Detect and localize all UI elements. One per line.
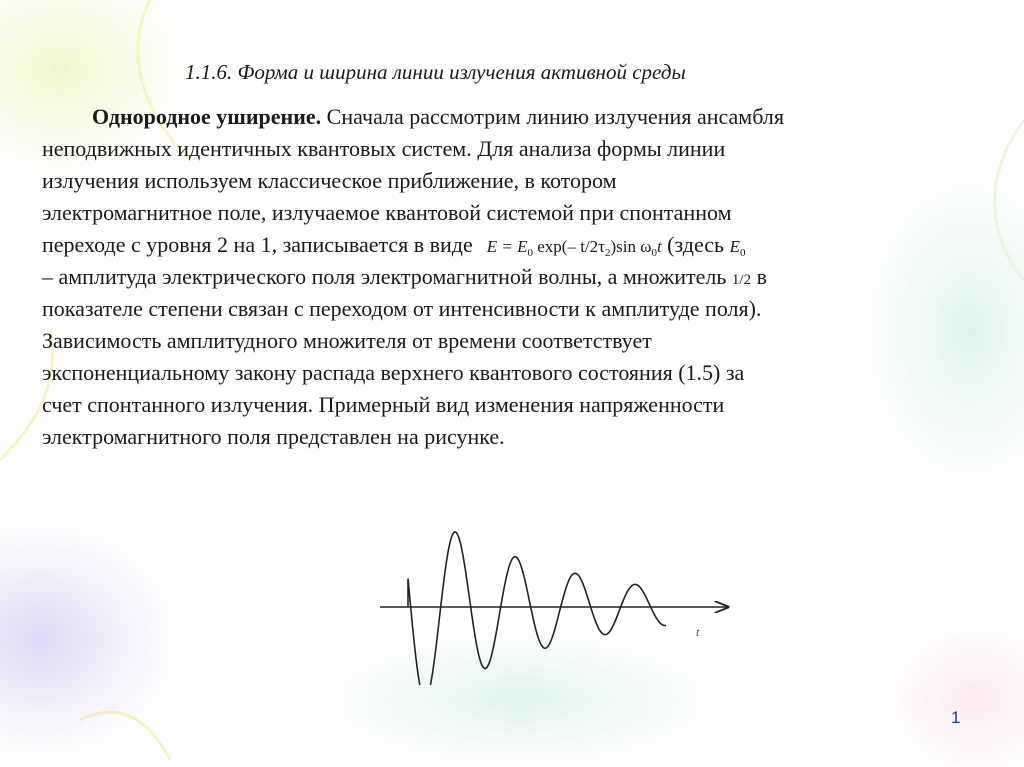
paragraph-line: Зависимость амплитудного множителя от времени соответствует [42, 328, 652, 353]
line-text: Сначала рассмотрим линию излучения ансамбля [321, 104, 784, 129]
paragraph-line: электромагнитное поле, излучаемое квантовой системой при спонтанном [42, 200, 732, 225]
formula-subscript: 0 [740, 247, 746, 259]
formula-subscript: 2 [604, 247, 611, 259]
paragraph-line [42, 229, 1002, 261]
paragraph-line: излучения используем классическое приближение, в котором [42, 168, 617, 193]
damped-wave-curve [408, 532, 666, 685]
paragraph-line: счет спонтанного излучения. Примерный вид изменения напряженности [42, 392, 725, 417]
formula-part: E = E [486, 237, 528, 256]
formula-part: )sin ω [610, 237, 652, 256]
symbol-half: 1/2 [731, 272, 752, 288]
line-text: переходе с уровня 2 на 1, записывается в виде [42, 232, 473, 257]
formula-subscript: 0 [651, 247, 657, 259]
field-formula [487, 232, 662, 257]
line-text: – амплитуда электрического поля электромагнитной волны, а множитель [42, 264, 732, 289]
line-text: (здесь [661, 232, 730, 257]
paragraph-line [42, 101, 1002, 133]
damped-oscillation-figure [370, 490, 740, 685]
line-text: в [751, 264, 767, 289]
formula-part: t [656, 237, 662, 256]
paragraph-line: экспоненциальному закону распада верхнего квантового состояния (1.5) за [42, 360, 745, 385]
paragraph-line [42, 261, 1002, 293]
symbol-e0: E [729, 237, 740, 256]
formula-part: exp(– t/2τ [533, 237, 605, 256]
page-number: 1 [951, 708, 961, 727]
paragraph-line: электромагнитного поля представлен на рисунке. [42, 424, 505, 449]
paragraph-line: неподвижных идентичных квантовых систем. Для анализа формы линии [42, 136, 726, 161]
lead-term: Однородное уширение. [92, 104, 322, 129]
formula-subscript: 0 [527, 247, 533, 259]
paragraph-line: показателе степени связан с переходом от интенсивности к амплитуде поля). [42, 296, 762, 321]
body-paragraph [42, 101, 1002, 453]
axis-label-t: t [696, 625, 700, 639]
slide-title: 1.1.6. Форма и ширина линии излучения активной среды [185, 60, 686, 84]
